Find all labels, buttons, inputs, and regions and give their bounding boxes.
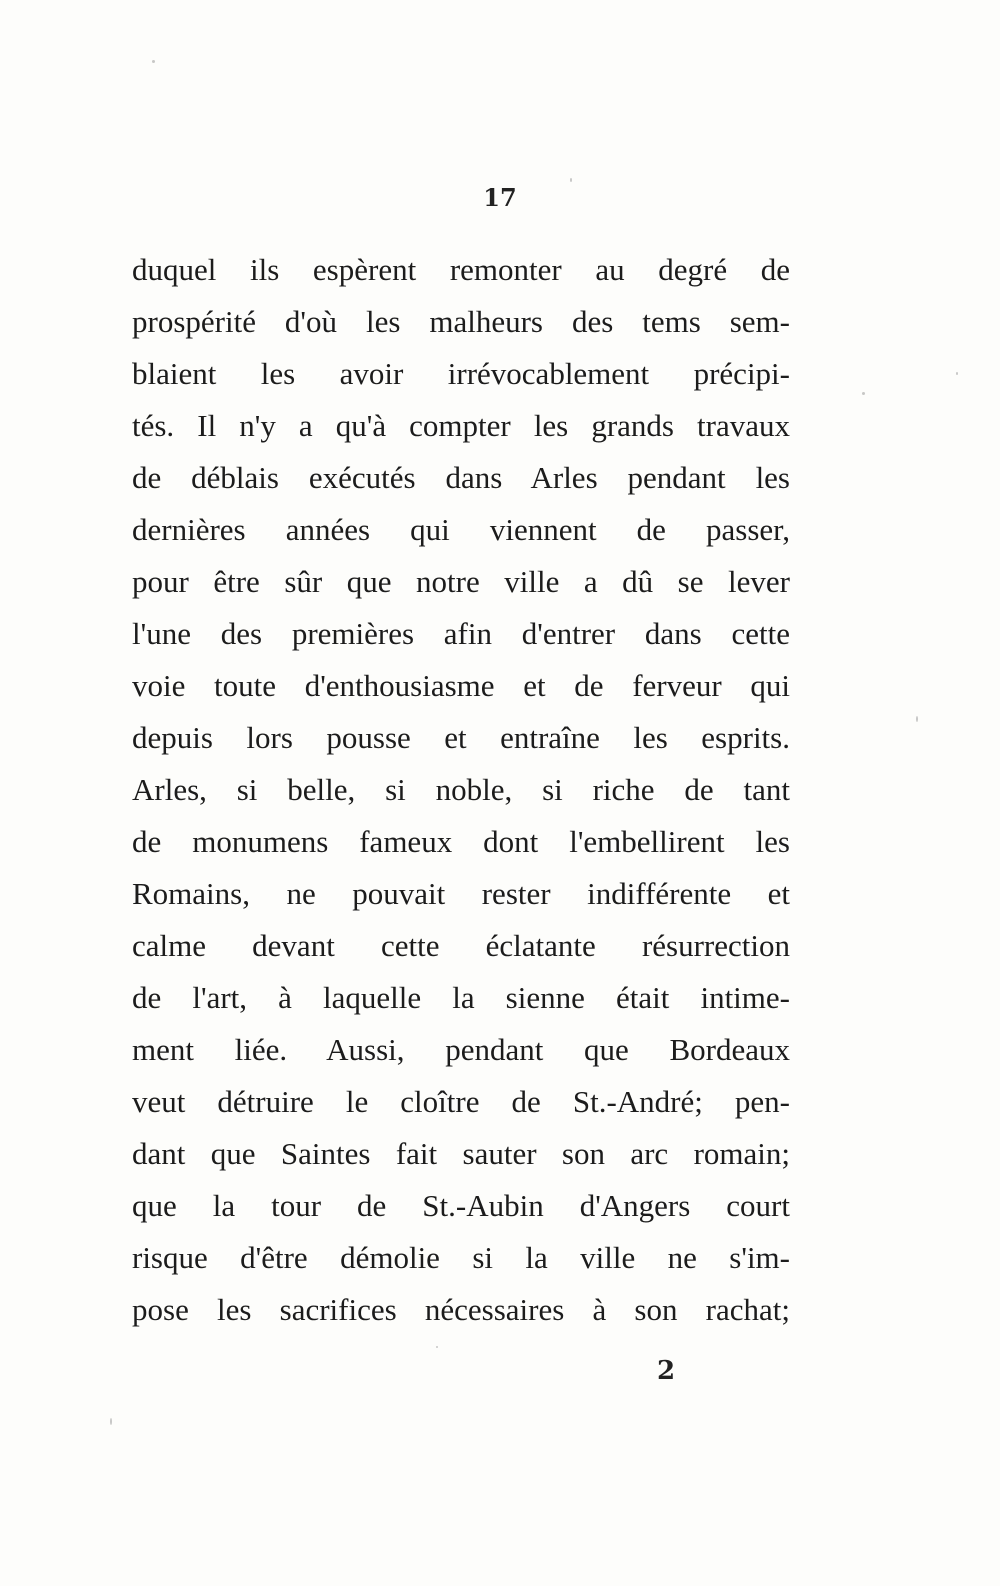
text-line: risque d'être démolie si la ville ne s'im- bbox=[132, 1240, 790, 1275]
text-line: duquel ils espèrent remonter au degré de bbox=[132, 252, 790, 287]
text-line: de déblais exécutés dans Arles pendant les bbox=[132, 460, 790, 495]
paper-speck bbox=[152, 60, 155, 63]
body-text bbox=[132, 244, 790, 1336]
text-line: l'une des premières afin d'entrer dans cette bbox=[132, 616, 790, 651]
text-line: de monumens fameux dont l'embellirent les bbox=[132, 824, 790, 859]
paper-speck bbox=[956, 372, 958, 375]
text-line: pose les sacrifices nécessaires à son rachat; bbox=[132, 1292, 790, 1327]
text-line: que la tour de St.-Aubin d'Angers court bbox=[132, 1188, 790, 1223]
text-line: calme devant cette éclatante résurrection bbox=[132, 928, 790, 963]
text-line: veut détruire le cloître de St.-André; pen- bbox=[132, 1084, 790, 1119]
paper-speck bbox=[436, 1346, 438, 1348]
paper-speck bbox=[110, 1418, 112, 1425]
paper-speck bbox=[862, 392, 865, 395]
text-line: de l'art, à laquelle la sienne était intime- bbox=[132, 980, 790, 1015]
text-line: prospérité d'où les malheurs des tems sem- bbox=[132, 304, 790, 339]
text-line: dernières années qui viennent de passer, bbox=[132, 512, 790, 547]
text-line: blaient les avoir irrévocablement précipi- bbox=[132, 356, 790, 391]
text-line: tés. Il n'y a qu'à compter les grands travaux bbox=[132, 408, 790, 443]
paper-speck bbox=[570, 178, 572, 182]
text-line: ment liée. Aussi, pendant que Bordeaux bbox=[132, 1032, 790, 1067]
paper-speck bbox=[916, 716, 918, 722]
page-number: 17 bbox=[483, 183, 517, 212]
text-line: Romains, ne pouvait rester indifférente et bbox=[132, 876, 790, 911]
text-line: Arles, si belle, si noble, si riche de tant bbox=[132, 772, 790, 807]
text-line: pour être sûr que notre ville a dû se lever bbox=[132, 564, 790, 599]
text-line: dant que Saintes fait sauter son arc romain; bbox=[132, 1136, 790, 1171]
signature-mark: 2 bbox=[656, 1356, 676, 1386]
text-line: depuis lors pousse et entraîne les esprits. bbox=[132, 720, 790, 755]
text-line: voie toute d'enthousiasme et de ferveur qui bbox=[132, 668, 790, 703]
